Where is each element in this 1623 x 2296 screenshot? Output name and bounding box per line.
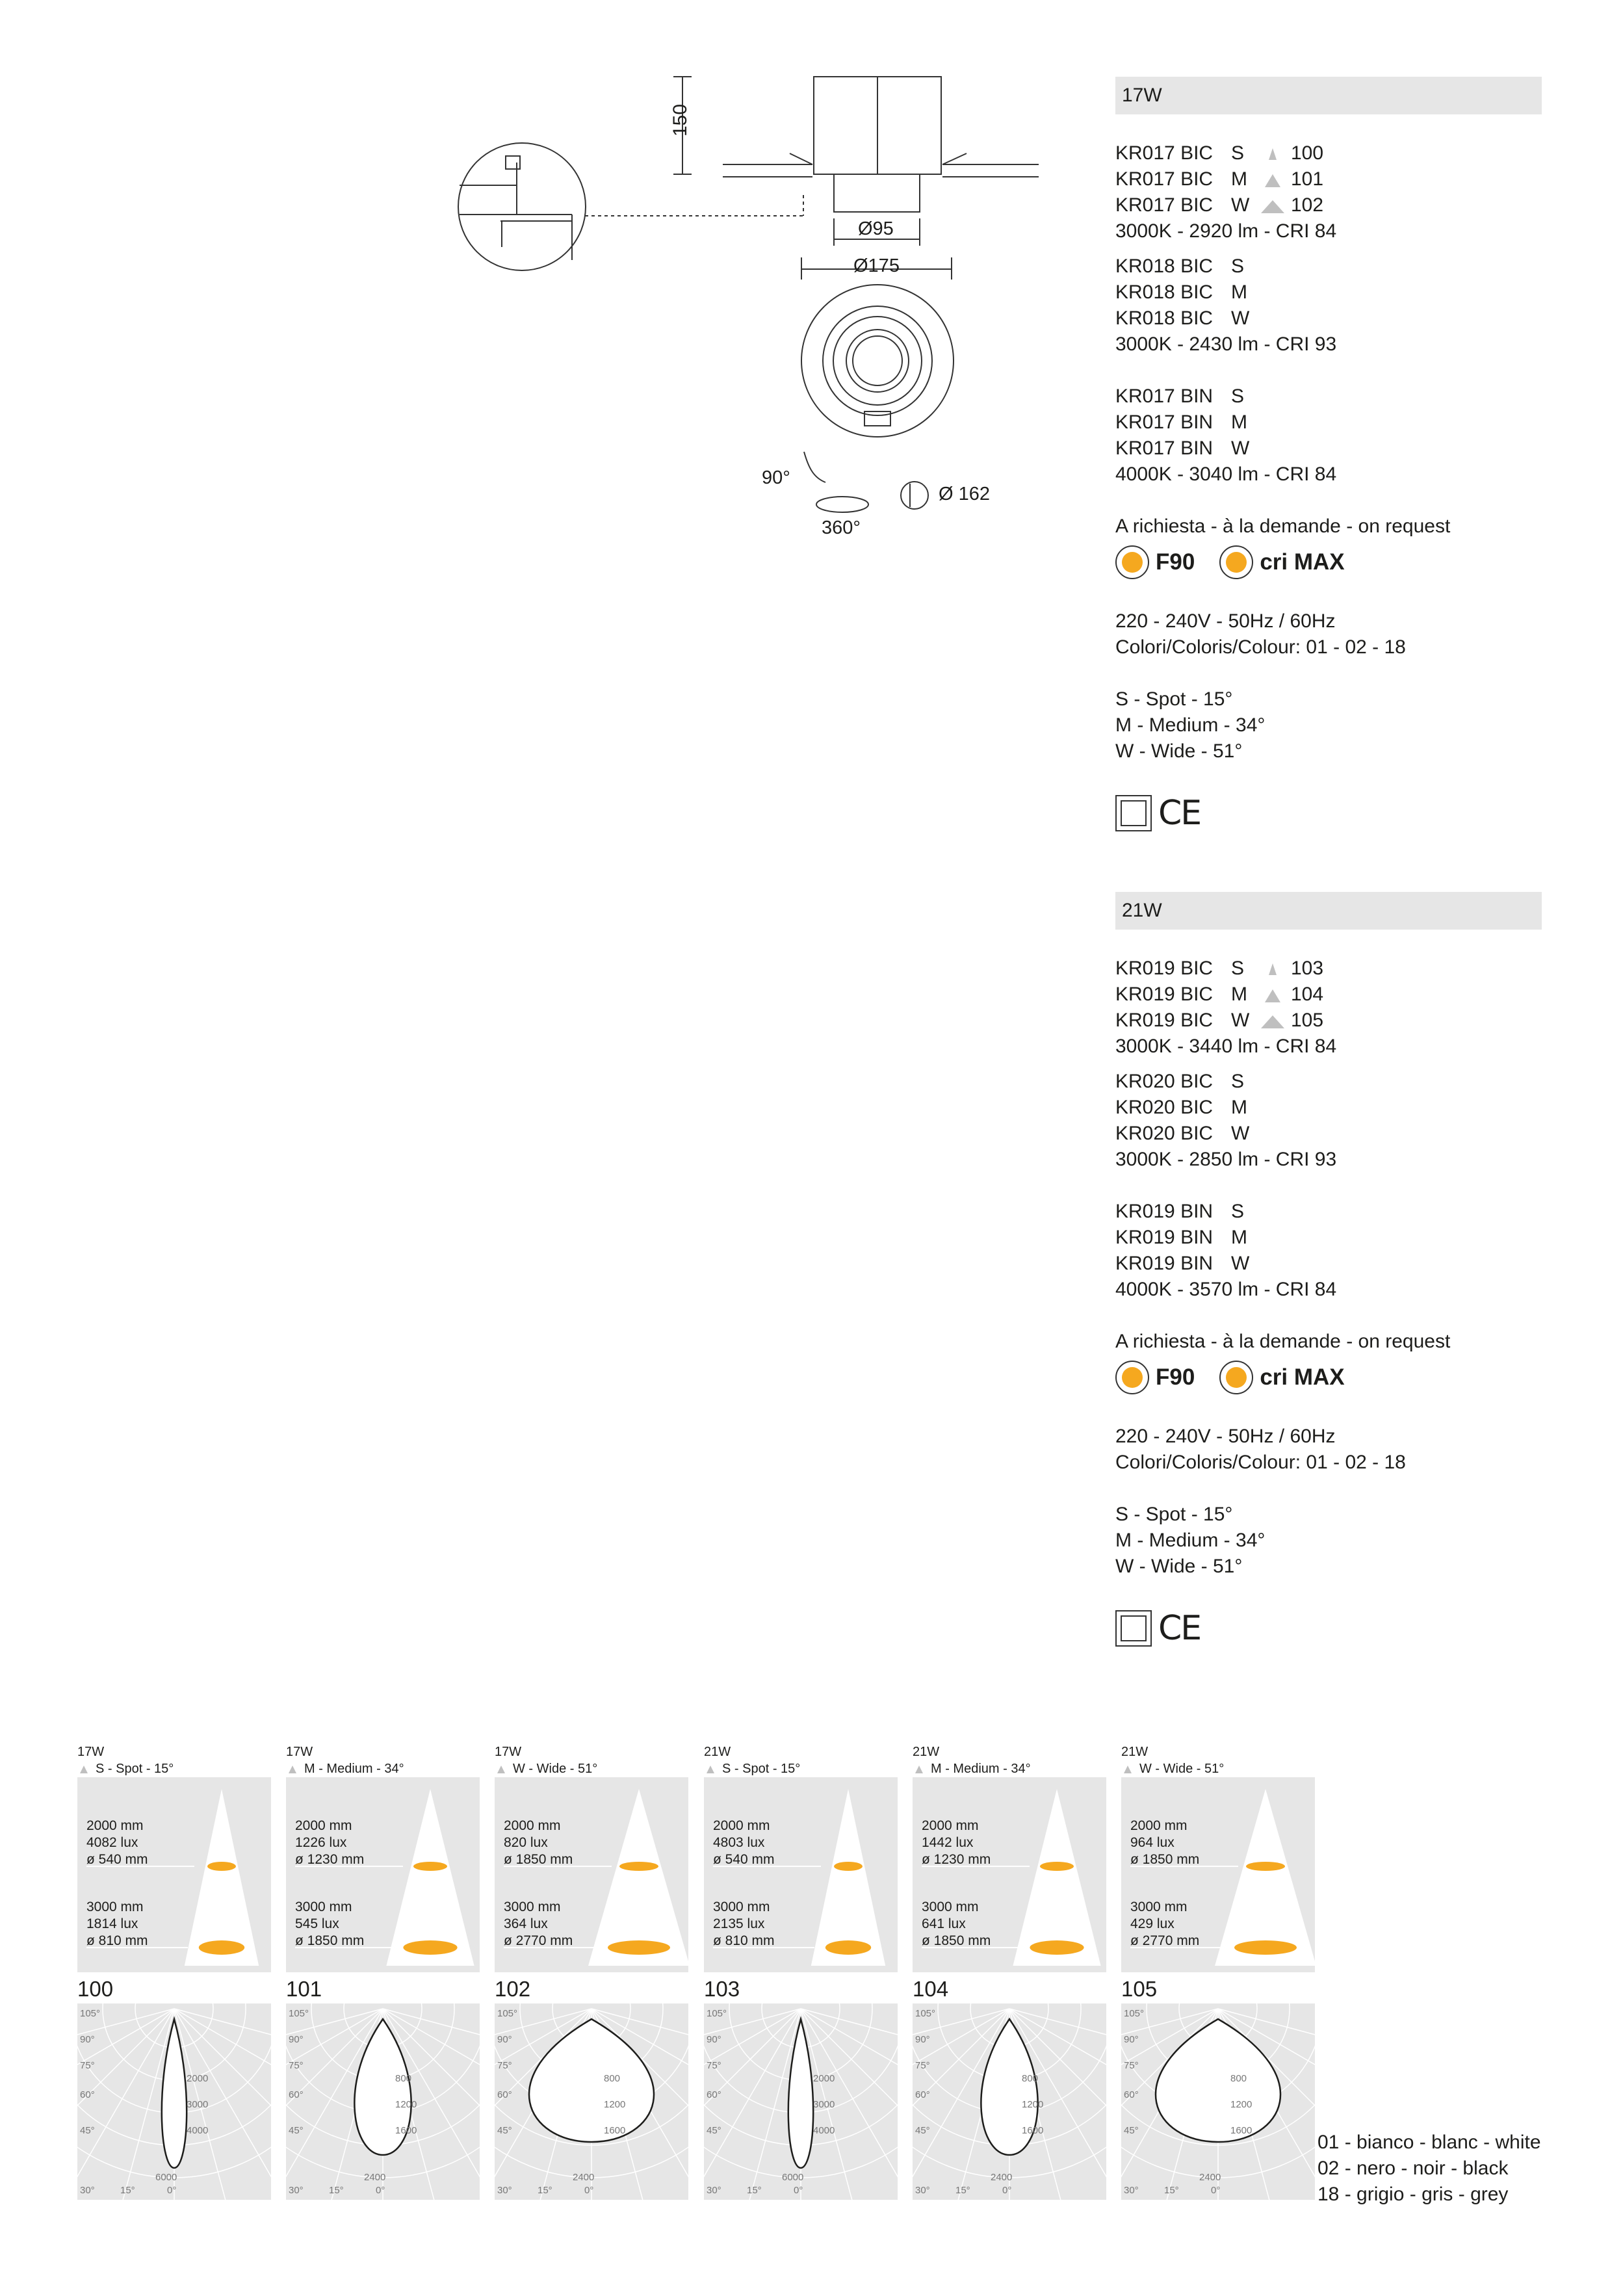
voltage-line: 220 - 240V - 50Hz / 60Hz bbox=[1115, 1426, 1336, 1447]
card-beam: S - Spot - 15° bbox=[722, 1762, 801, 1776]
on-request-label: A richiesta - à la demande - on request bbox=[1115, 515, 1451, 537]
colour-line: Colori/Coloris/Colour: 01 - 02 - 18 bbox=[1115, 1452, 1406, 1473]
card-header bbox=[704, 1743, 898, 1777]
variant-letter: M bbox=[1231, 411, 1247, 433]
card-beam: M - Medium - 34° bbox=[304, 1762, 404, 1776]
model-code: KR017 BIN bbox=[1115, 385, 1214, 407]
polar-angle-label: 0° bbox=[584, 2185, 594, 2196]
polar-angle-label: 105° bbox=[497, 2008, 518, 2019]
beam-line: W - Wide - 51° bbox=[1115, 1556, 1243, 1577]
reading-3000 bbox=[922, 1899, 991, 1950]
beam-triangle-icon bbox=[1260, 958, 1286, 978]
spot-diameter: ø 1850 mm bbox=[295, 1933, 365, 1948]
photometric-card bbox=[913, 1743, 1106, 2200]
model-code: KR017 BIC bbox=[1115, 142, 1214, 164]
legend-item: 01 - bianco - blanc - white bbox=[1318, 2132, 1541, 2153]
beam-line: S - Spot - 15° bbox=[1115, 1504, 1233, 1525]
beam-triangle-icon bbox=[1260, 984, 1286, 1004]
class2-icon bbox=[1115, 1610, 1152, 1647]
illuminance-panel bbox=[1121, 1777, 1315, 1972]
polar-intensity-label: 1600 bbox=[1022, 2125, 1044, 2136]
distance: 2000 mm bbox=[86, 1818, 144, 1833]
distance: 3000 mm bbox=[295, 1899, 352, 1914]
photometric-ref: 103 bbox=[1291, 958, 1324, 979]
illuminance-panel bbox=[704, 1777, 898, 1972]
variant-letter: S bbox=[1231, 385, 1245, 407]
polar-angle-label: 90° bbox=[289, 2034, 304, 2045]
options-row bbox=[1115, 1357, 1542, 1398]
beam-triangle-icon bbox=[77, 1763, 90, 1775]
power-header: 21W bbox=[1115, 892, 1542, 930]
height-dimension: 150 bbox=[669, 103, 691, 137]
legend-item: 18 - grigio - gris - grey bbox=[1318, 2184, 1509, 2205]
spot-diameter: ø 1850 mm bbox=[1130, 1852, 1200, 1867]
model-code: KR019 BIN bbox=[1115, 1227, 1214, 1248]
led-dot-icon bbox=[1219, 545, 1253, 579]
polar-angle-label: 90° bbox=[1124, 2034, 1139, 2045]
photometric-card bbox=[286, 1743, 480, 2200]
beam-triangle-icon bbox=[913, 1763, 926, 1775]
spec-line: 3000K - 2850 lm - CRI 93 bbox=[1115, 1149, 1337, 1170]
model-row bbox=[1115, 1225, 1542, 1251]
reading-3000 bbox=[1130, 1899, 1199, 1950]
polar-angle-label: 60° bbox=[289, 2089, 304, 2100]
distance: 3000 mm bbox=[713, 1899, 770, 1914]
model-row bbox=[1115, 1251, 1542, 1277]
model-code: KR020 BIC bbox=[1115, 1097, 1214, 1118]
model-code: KR018 BIC bbox=[1115, 281, 1214, 303]
colour-legend bbox=[1318, 2130, 1541, 2208]
power-header: 17W bbox=[1115, 77, 1542, 114]
polar-angle-label: 105° bbox=[289, 2008, 309, 2019]
beam-line: M - Medium - 34° bbox=[1115, 1530, 1266, 1551]
polar-angle-label: 15° bbox=[538, 2185, 552, 2196]
card-power: 17W bbox=[286, 1745, 313, 1759]
model-code: KR017 BIC bbox=[1115, 194, 1214, 216]
lux-value: 1442 lux bbox=[922, 1835, 974, 1850]
variant-letter: W bbox=[1231, 1253, 1250, 1274]
spot-diameter: ø 810 mm bbox=[713, 1933, 775, 1948]
photometric-ref: 102 bbox=[1291, 194, 1324, 216]
polar-angle-label: 75° bbox=[80, 2060, 95, 2071]
polar-angle-label: 15° bbox=[120, 2185, 135, 2196]
beam-triangle-icon bbox=[1260, 143, 1286, 163]
spec-section bbox=[1115, 892, 1542, 1651]
variant-letter: M bbox=[1231, 168, 1247, 190]
model-code: KR017 BIN bbox=[1115, 437, 1214, 459]
certification-row bbox=[1115, 790, 1542, 836]
variant-letter: W bbox=[1231, 307, 1250, 329]
polar-angle-label: 0° bbox=[167, 2185, 177, 2196]
photometric-ref: 105 bbox=[1291, 1010, 1324, 1031]
reading-2000 bbox=[1130, 1818, 1199, 1868]
option-label: cri MAX bbox=[1260, 1364, 1345, 1390]
polar-intensity-label: 6000 bbox=[782, 2172, 804, 2183]
option-label: F90 bbox=[1156, 1364, 1195, 1390]
distance: 3000 mm bbox=[922, 1899, 979, 1914]
polar-intensity-label: 1600 bbox=[1230, 2125, 1253, 2136]
card-header bbox=[286, 1743, 480, 1777]
spec-section bbox=[1115, 77, 1542, 836]
spot-diameter: ø 540 mm bbox=[86, 1852, 148, 1867]
polar-intensity-label: 800 bbox=[395, 2073, 412, 2084]
lux-value: 1814 lux bbox=[86, 1916, 138, 1931]
polar-angle-label: 60° bbox=[915, 2089, 930, 2100]
model-row bbox=[1115, 1199, 1542, 1225]
certification-row bbox=[1115, 1606, 1542, 1651]
lux-value: 820 lux bbox=[504, 1835, 548, 1850]
photometric-ref: 100 bbox=[1291, 142, 1324, 164]
option-badge bbox=[1219, 545, 1344, 579]
polar-angle-label: 105° bbox=[915, 2008, 936, 2019]
option-badge bbox=[1115, 1361, 1195, 1394]
variant-letter: S bbox=[1231, 142, 1245, 164]
polar-angle-label: 90° bbox=[80, 2034, 95, 2045]
beam-line: M - Medium - 34° bbox=[1115, 714, 1266, 736]
polar-angle-label: 60° bbox=[497, 2089, 512, 2100]
polar-angle-label: 15° bbox=[329, 2185, 344, 2196]
card-beam: W - Wide - 51° bbox=[513, 1762, 598, 1776]
polar-angle-label: 90° bbox=[497, 2034, 512, 2045]
spec-line: 3000K - 2920 lm - CRI 84 bbox=[1115, 220, 1337, 242]
beam-line: S - Spot - 15° bbox=[1115, 688, 1233, 710]
lux-value: 4082 lux bbox=[86, 1835, 138, 1850]
polar-angle-label: 60° bbox=[1124, 2089, 1139, 2100]
polar-intensity-label: 800 bbox=[1022, 2073, 1039, 2084]
spot-diameter: ø 1850 mm bbox=[504, 1852, 573, 1867]
polar-angle-label: 75° bbox=[915, 2060, 930, 2071]
option-label: F90 bbox=[1156, 549, 1195, 575]
polar-angle-label: 90° bbox=[915, 2034, 930, 2045]
polar-intensity-label: 4000 bbox=[187, 2125, 209, 2136]
polar-angle-label: 45° bbox=[707, 2125, 721, 2136]
polar-angle-label: 30° bbox=[1124, 2185, 1139, 2196]
model-row bbox=[1115, 166, 1542, 192]
polar-diagram bbox=[77, 2003, 271, 2200]
polar-angle-label: 30° bbox=[707, 2185, 721, 2196]
lux-value: 964 lux bbox=[1130, 1835, 1175, 1850]
polar-angle-label: 0° bbox=[376, 2185, 385, 2196]
polar-angle-label: 15° bbox=[1164, 2185, 1179, 2196]
beam-triangle-icon bbox=[1260, 1010, 1286, 1030]
model-code: KR019 BIC bbox=[1115, 958, 1214, 979]
spec-line: 4000K - 3040 lm - CRI 84 bbox=[1115, 463, 1337, 485]
polar-angle-label: 15° bbox=[747, 2185, 762, 2196]
distance: 3000 mm bbox=[1130, 1899, 1188, 1914]
variant-letter: M bbox=[1231, 281, 1247, 303]
reading-3000 bbox=[713, 1899, 775, 1950]
model-code: KR019 BIN bbox=[1115, 1253, 1214, 1274]
dimension-175: Ø175 bbox=[853, 255, 900, 276]
polar-intensity-label: 1600 bbox=[395, 2125, 417, 2136]
polar-intensity-label: 1600 bbox=[604, 2125, 626, 2136]
model-row bbox=[1115, 982, 1542, 1008]
model-code: KR018 BIC bbox=[1115, 255, 1214, 277]
card-beam: S - Spot - 15° bbox=[96, 1762, 174, 1776]
spec-line: 3000K - 2430 lm - CRI 93 bbox=[1115, 333, 1337, 355]
polar-diagram bbox=[495, 2003, 688, 2200]
lux-value: 429 lux bbox=[1130, 1916, 1175, 1931]
polar-diagram bbox=[704, 2003, 898, 2200]
polar-intensity-label: 1200 bbox=[1230, 2099, 1253, 2110]
model-row bbox=[1115, 280, 1542, 306]
illuminance-panel bbox=[913, 1777, 1106, 1972]
legend-item: 02 - nero - noir - black bbox=[1318, 2158, 1509, 2179]
ce-mark-icon: CE bbox=[1158, 794, 1201, 833]
variant-letter: S bbox=[1231, 255, 1245, 277]
reading-3000 bbox=[504, 1899, 573, 1950]
polar-angle-label: 60° bbox=[707, 2089, 721, 2100]
reading-2000 bbox=[504, 1818, 573, 1868]
model-row bbox=[1115, 1121, 1542, 1147]
option-badge bbox=[1115, 545, 1195, 579]
polar-intensity-label: 800 bbox=[1230, 2073, 1247, 2084]
illuminance-panel bbox=[77, 1777, 271, 1972]
polar-intensity-label: 2400 bbox=[991, 2172, 1013, 2183]
cutout-label: Ø 162 bbox=[939, 484, 990, 504]
lux-value: 2135 lux bbox=[713, 1916, 765, 1931]
model-code: KR020 BIC bbox=[1115, 1071, 1214, 1092]
model-row bbox=[1115, 1008, 1542, 1034]
tilt-label: 90° bbox=[762, 467, 790, 488]
beam-triangle-icon bbox=[1260, 169, 1286, 189]
model-code: KR019 BIC bbox=[1115, 1010, 1214, 1031]
polar-angle-label: 90° bbox=[707, 2034, 721, 2045]
photometric-card bbox=[1121, 1743, 1315, 2200]
polar-angle-label: 30° bbox=[497, 2185, 512, 2196]
polar-intensity-label: 3000 bbox=[187, 2099, 209, 2110]
distance: 2000 mm bbox=[504, 1818, 561, 1833]
variant-letter: W bbox=[1231, 1123, 1250, 1144]
model-row bbox=[1115, 1069, 1542, 1095]
card-header bbox=[913, 1743, 1106, 1777]
polar-angle-label: 15° bbox=[955, 2185, 970, 2196]
distance: 2000 mm bbox=[1130, 1818, 1188, 1833]
distance: 3000 mm bbox=[86, 1899, 144, 1914]
model-row bbox=[1115, 956, 1542, 982]
polar-intensity-label: 1200 bbox=[604, 2099, 626, 2110]
polar-angle-label: 75° bbox=[707, 2060, 721, 2071]
card-beam: M - Medium - 34° bbox=[931, 1762, 1031, 1776]
spec-line: 4000K - 3570 lm - CRI 84 bbox=[1115, 1279, 1337, 1300]
model-code: KR019 BIN bbox=[1115, 1201, 1214, 1222]
reading-2000 bbox=[922, 1818, 991, 1868]
photometric-ref: 103 bbox=[704, 1977, 740, 2001]
polar-intensity-label: 2400 bbox=[1199, 2172, 1221, 2183]
photometric-card bbox=[704, 1743, 898, 2200]
spot-diameter: ø 1850 mm bbox=[922, 1933, 991, 1948]
beam-triangle-icon bbox=[1260, 195, 1286, 215]
illuminance-panel bbox=[495, 1777, 688, 1972]
option-label: cri MAX bbox=[1260, 549, 1345, 575]
polar-intensity-label: 2400 bbox=[364, 2172, 386, 2183]
polar-angle-label: 45° bbox=[289, 2125, 304, 2136]
card-power: 17W bbox=[495, 1745, 522, 1759]
polar-angle-label: 75° bbox=[289, 2060, 304, 2071]
reading-2000 bbox=[713, 1818, 775, 1868]
rotation-label: 360° bbox=[822, 517, 861, 538]
photometric-ref: 101 bbox=[286, 1977, 322, 2001]
led-dot-icon bbox=[1219, 1361, 1253, 1394]
colour-line: Colori/Coloris/Colour: 01 - 02 - 18 bbox=[1115, 636, 1406, 658]
card-power: 21W bbox=[1121, 1745, 1149, 1759]
spec-line: 3000K - 3440 lm - CRI 84 bbox=[1115, 1036, 1337, 1057]
polar-angle-label: 75° bbox=[497, 2060, 512, 2071]
polar-angle-label: 0° bbox=[1211, 2185, 1221, 2196]
led-dot-icon bbox=[1115, 545, 1149, 579]
polar-diagram bbox=[913, 2003, 1106, 2200]
lux-value: 1226 lux bbox=[295, 1835, 347, 1850]
spot-diameter: ø 1230 mm bbox=[295, 1852, 365, 1867]
variant-letter: W bbox=[1231, 1010, 1250, 1031]
on-request-label: A richiesta - à la demande - on request bbox=[1115, 1331, 1451, 1352]
model-code: KR019 BIC bbox=[1115, 984, 1214, 1005]
led-dot-icon bbox=[1115, 1361, 1149, 1394]
polar-angle-label: 45° bbox=[497, 2125, 512, 2136]
option-badge bbox=[1219, 1361, 1344, 1394]
polar-angle-label: 45° bbox=[915, 2125, 930, 2136]
model-row bbox=[1115, 436, 1542, 462]
polar-intensity-label: 2000 bbox=[187, 2073, 209, 2084]
class2-icon bbox=[1115, 795, 1152, 831]
photometric-ref: 104 bbox=[1291, 984, 1324, 1005]
illuminance-panel bbox=[286, 1777, 480, 1972]
card-power: 17W bbox=[77, 1745, 105, 1759]
photometric-ref: 102 bbox=[495, 1977, 531, 2001]
model-row bbox=[1115, 410, 1542, 436]
polar-intensity-label: 6000 bbox=[155, 2172, 177, 2183]
card-header bbox=[495, 1743, 688, 1777]
reading-3000 bbox=[295, 1899, 364, 1950]
distance: 2000 mm bbox=[295, 1818, 352, 1833]
beam-triangle-icon bbox=[1121, 1763, 1134, 1775]
lux-value: 641 lux bbox=[922, 1916, 966, 1931]
spot-diameter: ø 540 mm bbox=[713, 1852, 775, 1867]
spot-diameter: ø 2770 mm bbox=[504, 1933, 573, 1948]
variant-letter: M bbox=[1231, 1227, 1247, 1248]
polar-angle-label: 30° bbox=[80, 2185, 95, 2196]
distance: 3000 mm bbox=[504, 1899, 561, 1914]
polar-intensity-label: 1200 bbox=[395, 2099, 417, 2110]
variant-letter: M bbox=[1231, 1097, 1247, 1118]
card-header bbox=[77, 1743, 271, 1777]
voltage-line: 220 - 240V - 50Hz / 60Hz bbox=[1115, 610, 1336, 632]
polar-angle-label: 60° bbox=[80, 2089, 95, 2100]
variant-letter: S bbox=[1231, 1071, 1245, 1092]
polar-angle-label: 45° bbox=[1124, 2125, 1139, 2136]
card-header bbox=[1121, 1743, 1315, 1777]
polar-angle-label: 105° bbox=[80, 2008, 101, 2019]
card-power: 21W bbox=[704, 1745, 731, 1759]
options-row bbox=[1115, 542, 1542, 582]
polar-angle-label: 45° bbox=[80, 2125, 95, 2136]
distance: 2000 mm bbox=[922, 1818, 979, 1833]
dimension-95: Ø95 bbox=[858, 218, 894, 239]
card-beam: W - Wide - 51° bbox=[1139, 1762, 1225, 1776]
model-code: KR017 BIC bbox=[1115, 168, 1214, 190]
polar-angle-label: 105° bbox=[1124, 2008, 1145, 2019]
model-row bbox=[1115, 140, 1542, 166]
polar-intensity-label: 4000 bbox=[813, 2125, 835, 2136]
card-power: 21W bbox=[913, 1745, 940, 1759]
reading-3000 bbox=[86, 1899, 148, 1950]
polar-angle-label: 30° bbox=[915, 2185, 930, 2196]
variant-letter: S bbox=[1231, 1201, 1245, 1222]
model-row bbox=[1115, 384, 1542, 410]
model-row bbox=[1115, 192, 1542, 218]
lux-value: 545 lux bbox=[295, 1916, 339, 1931]
variant-letter: W bbox=[1231, 194, 1250, 216]
polar-angle-label: 75° bbox=[1124, 2060, 1139, 2071]
beam-line: W - Wide - 51° bbox=[1115, 740, 1243, 762]
model-row bbox=[1115, 254, 1542, 280]
polar-intensity-label: 3000 bbox=[813, 2099, 835, 2110]
polar-intensity-label: 800 bbox=[604, 2073, 621, 2084]
ce-mark-icon: CE bbox=[1158, 1609, 1201, 1648]
photometric-card bbox=[77, 1743, 271, 2200]
reading-2000 bbox=[86, 1818, 148, 1868]
polar-angle-label: 105° bbox=[707, 2008, 727, 2019]
photometric-card bbox=[495, 1743, 688, 2200]
reading-2000 bbox=[295, 1818, 364, 1868]
model-row bbox=[1115, 306, 1542, 332]
polar-angle-label: 30° bbox=[289, 2185, 304, 2196]
beam-triangle-icon bbox=[286, 1763, 299, 1775]
spot-diameter: ø 810 mm bbox=[86, 1933, 148, 1948]
variant-letter: M bbox=[1231, 984, 1247, 1005]
model-row bbox=[1115, 1095, 1542, 1121]
polar-intensity-label: 1200 bbox=[1022, 2099, 1044, 2110]
photometric-ref: 100 bbox=[77, 1977, 114, 2001]
photometric-ref: 105 bbox=[1121, 1977, 1158, 2001]
polar-diagram bbox=[1121, 2003, 1315, 2200]
polar-intensity-label: 2000 bbox=[813, 2073, 835, 2084]
spot-diameter: ø 2770 mm bbox=[1130, 1933, 1200, 1948]
variant-letter: S bbox=[1231, 958, 1245, 979]
lux-value: 4803 lux bbox=[713, 1835, 765, 1850]
distance: 2000 mm bbox=[713, 1818, 770, 1833]
variant-letter: W bbox=[1231, 437, 1250, 459]
photometric-ref: 104 bbox=[913, 1977, 949, 2001]
beam-triangle-icon bbox=[704, 1763, 717, 1775]
polar-angle-label: 0° bbox=[1002, 2185, 1012, 2196]
model-code: KR018 BIC bbox=[1115, 307, 1214, 329]
spot-diameter: ø 1230 mm bbox=[922, 1852, 991, 1867]
model-code: KR020 BIC bbox=[1115, 1123, 1214, 1144]
polar-diagram bbox=[286, 2003, 480, 2200]
polar-intensity-label: 2400 bbox=[573, 2172, 595, 2183]
photometric-ref: 101 bbox=[1291, 168, 1324, 190]
beam-triangle-icon bbox=[495, 1763, 508, 1775]
polar-angle-label: 0° bbox=[794, 2185, 803, 2196]
lux-value: 364 lux bbox=[504, 1916, 548, 1931]
model-code: KR017 BIN bbox=[1115, 411, 1214, 433]
